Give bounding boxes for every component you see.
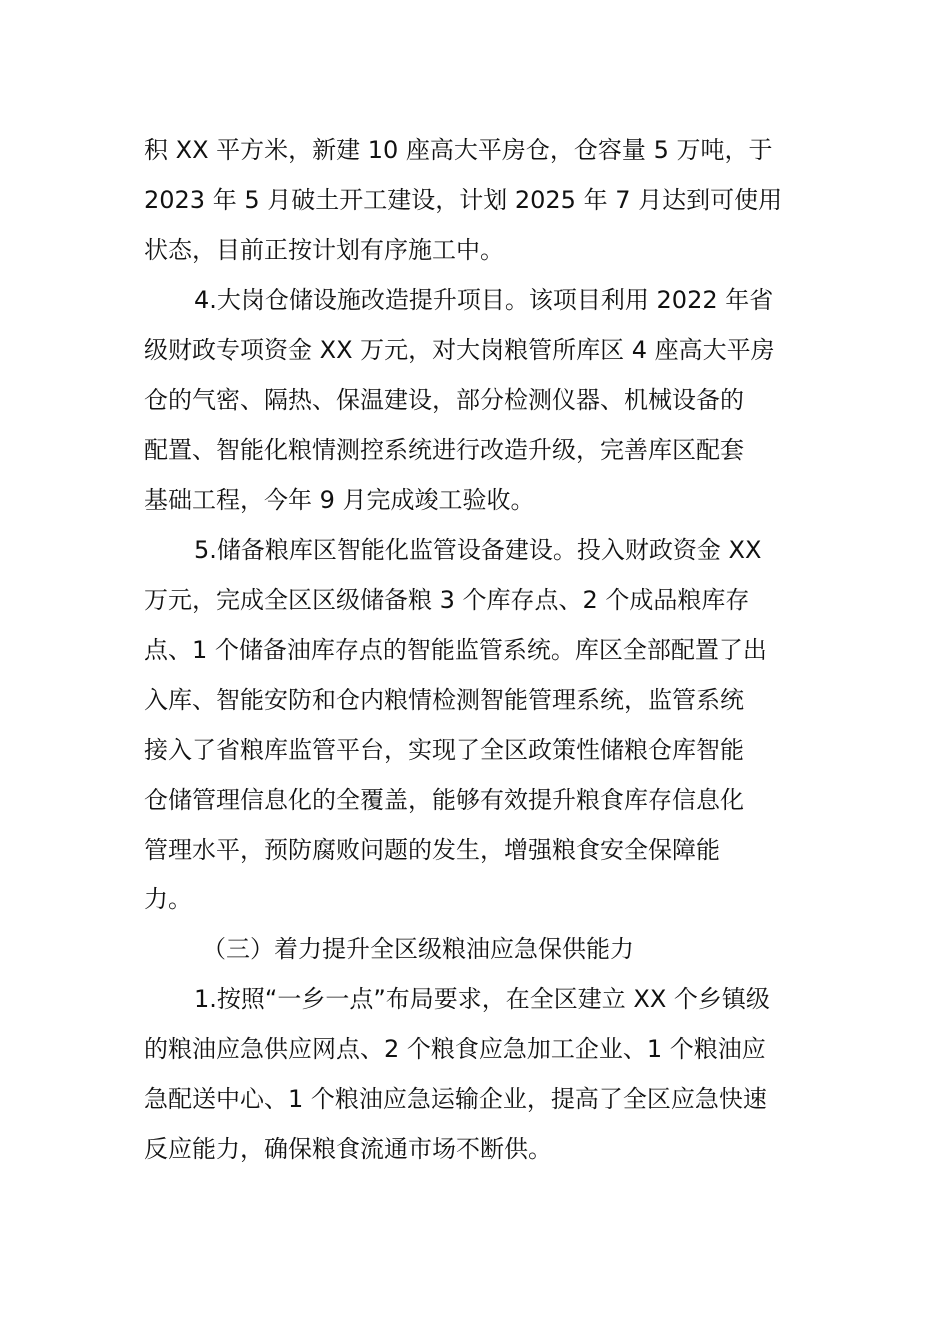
text-line: 积 XX 平方米，新建 10 座高大平房仓，仓容量 5 万吨，于 [144, 136, 773, 164]
text-line: 力。 [144, 885, 192, 913]
text-line: 状态，目前正按计划有序施工中。 [144, 236, 504, 264]
text-line: 反应能力，确保粮食流通市场不断供。 [144, 1135, 552, 1163]
paragraph-4-start: 4.大岗仓储设施改造提升项目。该项目利用 2022 年省 [194, 286, 774, 314]
text-line: 仓储管理信息化的全覆盖，能够有效提升粮食库存信息化 [144, 786, 744, 814]
text-line: 仓的气密、隔热、保温建设，部分检测仪器、机械设备的 [144, 386, 744, 414]
text-line: 2023 年 5 月破土开工建设，计划 2025 年 7 月达到可使用 [144, 186, 783, 214]
section-heading: （三）着力提升全区级粮油应急保供能力 [202, 935, 634, 963]
text-line: 万元，完成全区区级储备粮 3 个库存点、2 个成品粮库存 [144, 586, 750, 614]
text-line: 配置、智能化粮情测控系统进行改造升级，完善库区配套 [144, 436, 744, 464]
text-line: 接入了省粮库监管平台，实现了全区政策性储粮仓库智能 [144, 736, 744, 764]
text-line: 的粮油应急供应网点、2 个粮食应急加工企业、1 个粮油应 [144, 1035, 766, 1063]
text-line: 点、1 个储备油库存点的智能监管系统。库区全部配置了出 [144, 636, 767, 664]
text-line: 急配送中心、1 个粮油应急运输企业，提高了全区应急快速 [144, 1085, 767, 1113]
paragraph-5-start: 5.储备粮库区智能化监管设备建设。投入财政资金 XX [194, 536, 762, 564]
paragraph-1-start: 1.按照“一乡一点”布局要求，在全区建立 XX 个乡镇级 [194, 985, 770, 1013]
text-line: 级财政专项资金 XX 万元，对大岗粮管所库区 4 座高大平房 [144, 336, 775, 364]
text-line: 入库、智能安防和仓内粮情检测智能管理系统，监管系统 [144, 686, 744, 714]
text-line: 基础工程，今年 9 月完成竣工验收。 [144, 486, 535, 514]
text-line: 管理水平，预防腐败问题的发生，增强粮食安全保障能 [144, 836, 720, 864]
